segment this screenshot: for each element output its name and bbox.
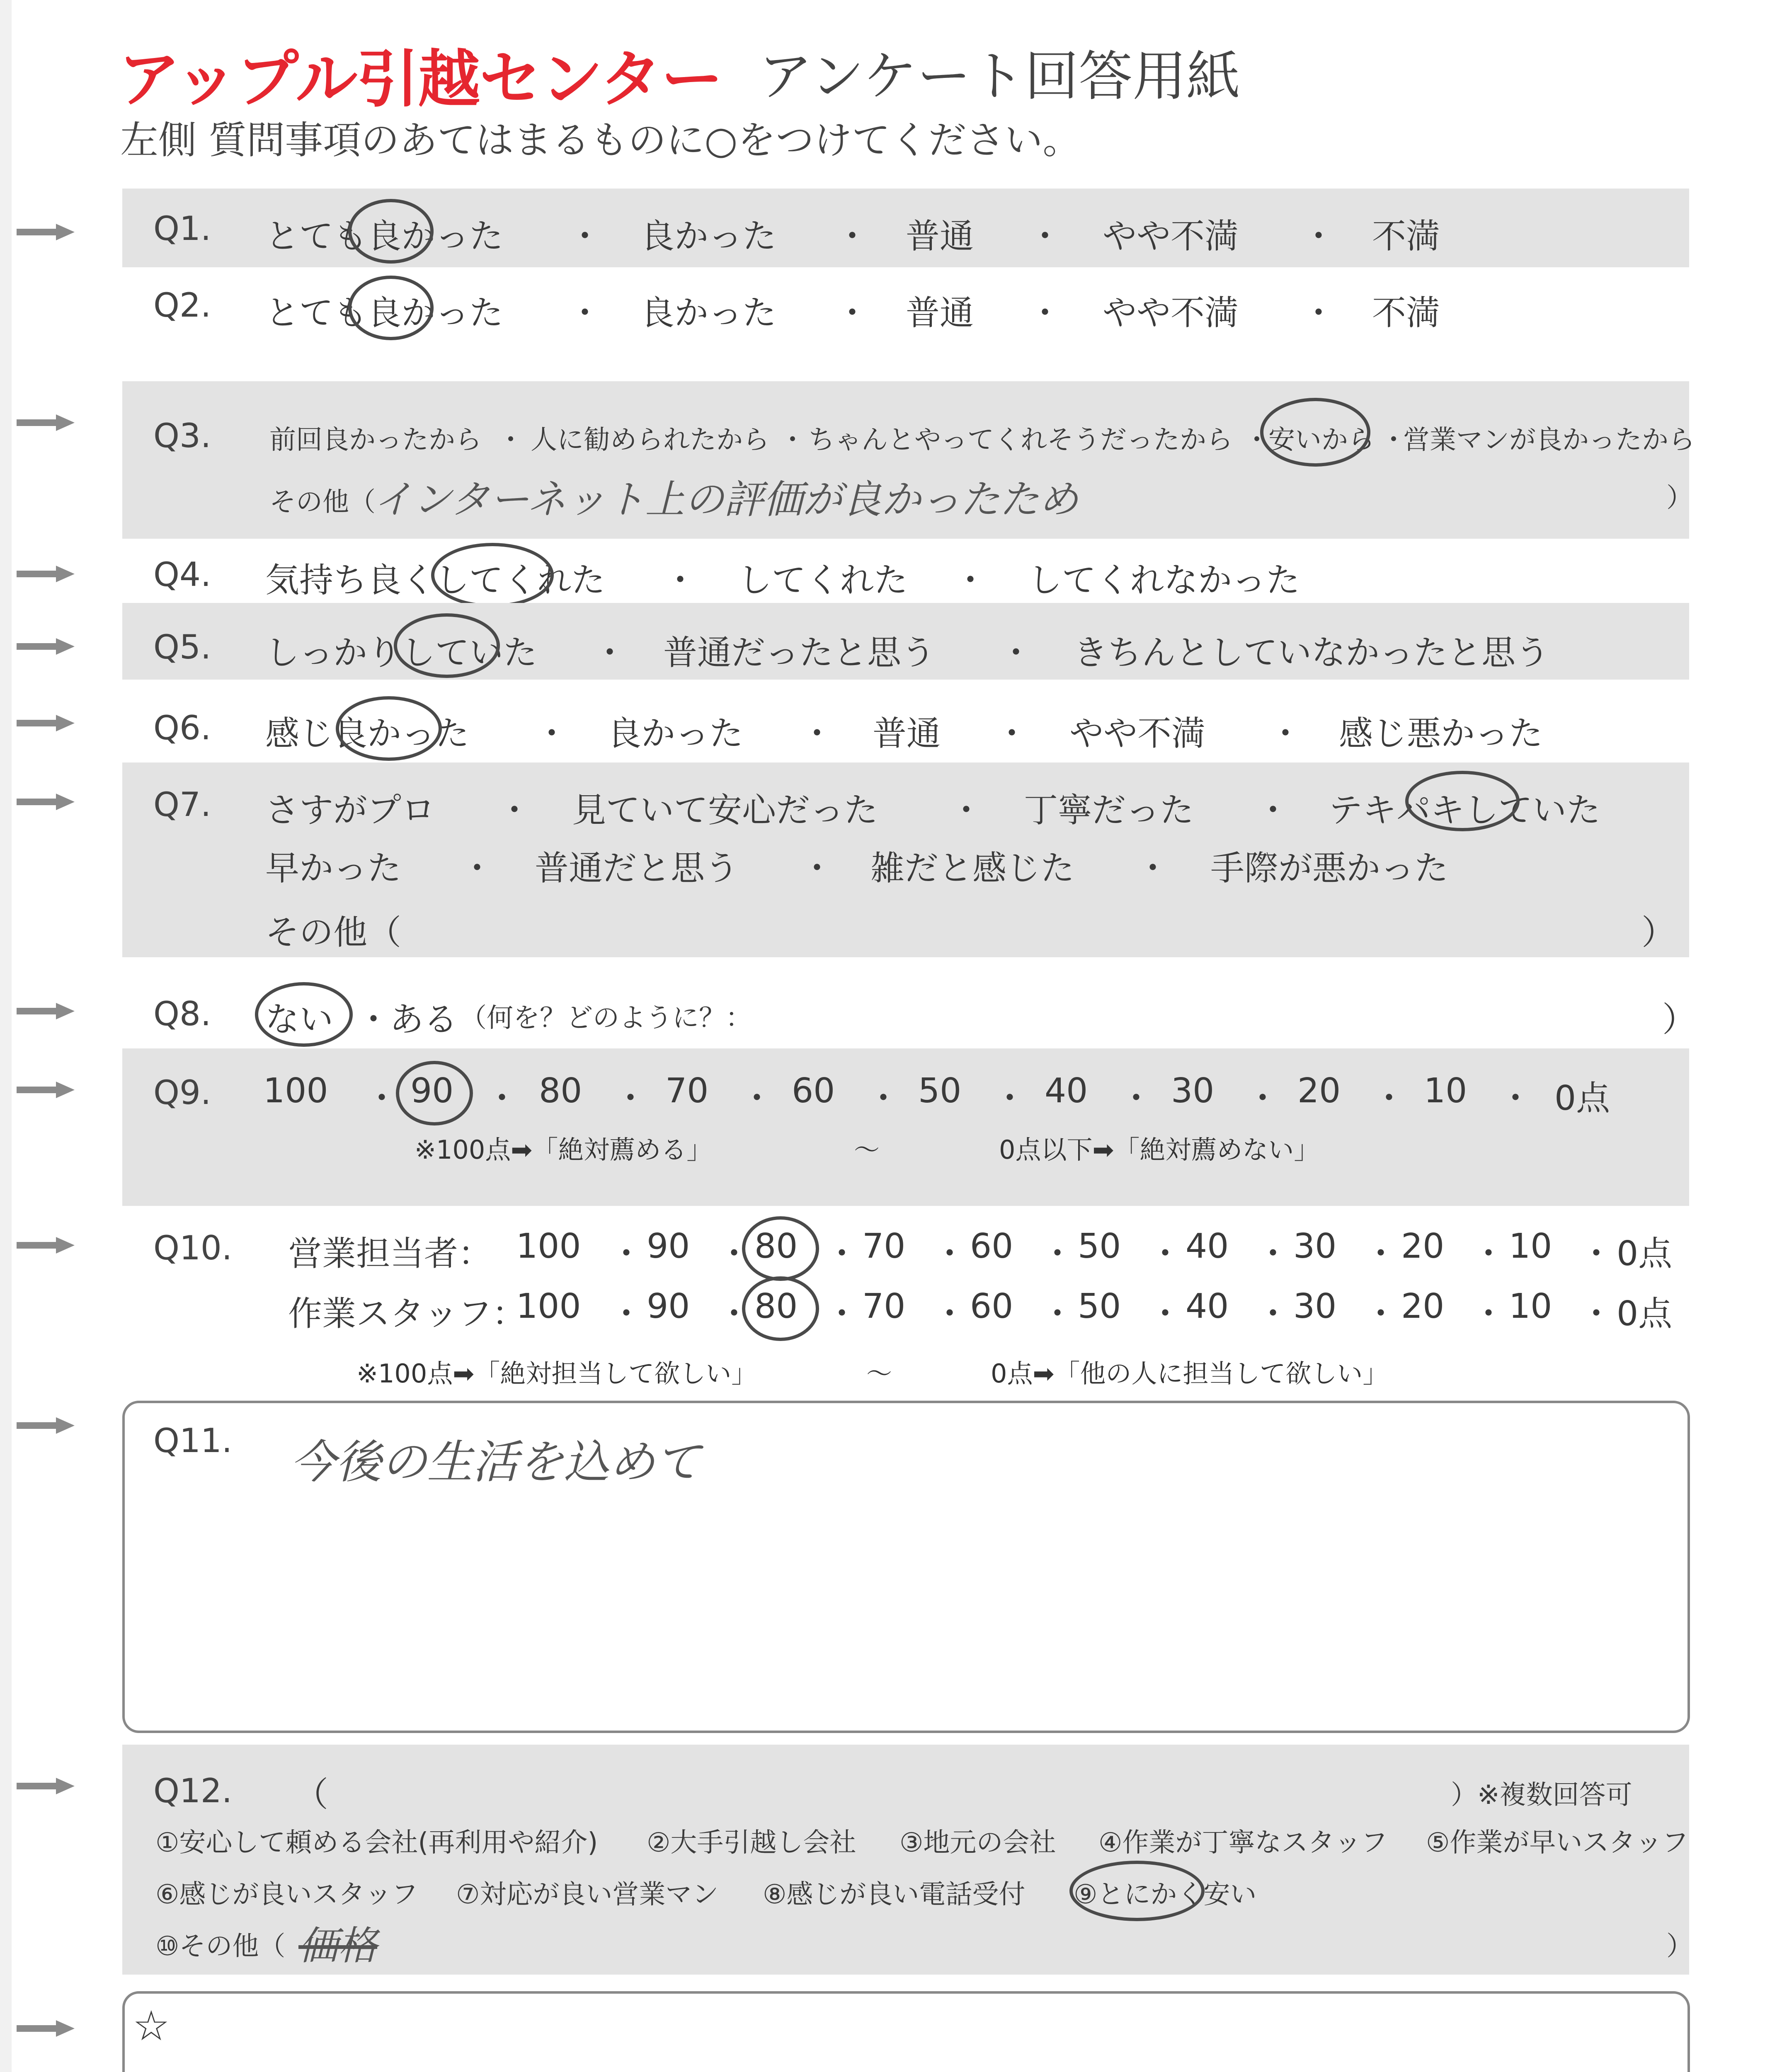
q3-option-1[interactable]: 前回良かったから [269,425,482,455]
q12-close-note: ）※複数回答可 [1451,1780,1632,1811]
q9-score-90[interactable]: 90 [410,1071,454,1111]
q7-label: Q7. [153,785,211,824]
paper-edge [0,0,12,2072]
q10-sales-100[interactable]: 100 [516,1227,581,1266]
q9-score-80[interactable]: 80 [539,1071,582,1111]
q10-staff-50[interactable]: 50 [1078,1287,1121,1326]
q4-option-2[interactable]: してくれた [738,561,908,600]
q7-option-2[interactable]: 見ていて安心だった [572,791,878,830]
q12-option-9[interactable]: ⑨とにかく安い [1074,1879,1257,1910]
q9-note-tilde: 〜 [854,1135,880,1165]
arrow-icon [17,2020,75,2037]
q10-sales-70[interactable]: 70 [862,1227,906,1266]
q10-staff-30[interactable]: 30 [1293,1287,1337,1326]
q9-label: Q9. [153,1073,211,1112]
q10-sales-20[interactable]: 20 [1401,1227,1445,1266]
q12-close: ） [1666,1931,1693,1962]
q9-score-10[interactable]: 10 [1424,1071,1467,1111]
q10-sales-10[interactable]: 10 [1509,1227,1552,1266]
selection-circle [336,696,442,761]
selection-circle [1260,398,1370,467]
q10-sales-40[interactable]: 40 [1186,1227,1229,1266]
q7-other-label[interactable]: その他（ [265,913,402,952]
q7-option-1[interactable]: さすがプロ [265,791,436,830]
q12-other-label[interactable]: ⑩その他（ [155,1931,286,1962]
q10-staff-40[interactable]: 40 [1186,1287,1229,1326]
q10-sales-0[interactable]: 0点 [1617,1234,1673,1273]
arrow-icon [17,414,75,431]
q7-option-3[interactable]: 丁寧だった [1024,791,1194,830]
q3-option-2[interactable]: 人に勧められたから [531,425,769,455]
comments-box[interactable] [122,1991,1690,2072]
arrow-icon [17,794,75,810]
selection-circle [1405,771,1520,831]
q8-close: ） [1662,1000,1697,1039]
arrow-icon [17,1082,75,1098]
q10-staff-80[interactable]: 80 [754,1287,798,1326]
q6-option-3[interactable]: 普通 [873,714,941,753]
q7-close: ） [1641,913,1676,952]
arrow-icon [17,566,75,582]
q6-option-4[interactable]: やや不満 [1069,714,1206,753]
q1-label: Q1. [153,209,211,248]
q10-staff-10[interactable]: 10 [1509,1287,1552,1326]
q1-option-4[interactable]: やや不満 [1103,217,1239,256]
q12-option-8[interactable]: ⑧感じが良い電話受付 [763,1879,1026,1910]
q3-option-4[interactable]: 安いから [1268,425,1375,455]
q9-score-40[interactable]: 40 [1045,1071,1088,1111]
q3-other-answer[interactable]: インターネット上の評価が良かったため [373,477,1079,523]
q12-option-2[interactable]: ②大手引越し会社 [647,1828,856,1858]
q4-label: Q4. [153,555,211,594]
q9-score-100[interactable]: 100 [263,1071,328,1111]
q10-note-left: ※100点➡「絶対担当して欲しい」 [356,1358,757,1389]
q8-detail[interactable]: （何を？どのように？： [460,1003,752,1034]
q12-option-4[interactable]: ④作業が丁寧なスタッフ [1098,1828,1388,1858]
arrow-icon [17,224,75,240]
q10-note-right: 0点➡「他の人に担当して欲しい」 [991,1358,1389,1389]
q5-option-2[interactable]: 普通だったと思う [663,633,936,673]
selection-circle [431,543,554,608]
q7-option-6[interactable]: 普通だと思う [535,849,739,888]
q8-option-2[interactable]: ある [390,1000,458,1039]
q12-label: Q12. [153,1772,233,1810]
q2-option-1[interactable]: とても良かった [265,293,504,333]
q3-close: ） [1666,483,1693,513]
q10-sales-label: 営業担当者： [288,1234,492,1273]
form-title: アンケート回答用紙 [759,45,1241,108]
q5-option-1[interactable]: しっかりしていた [265,633,538,673]
q9-score-30[interactable]: 30 [1171,1071,1215,1111]
selection-circle [348,199,434,264]
q10-sales-60[interactable]: 60 [970,1227,1013,1266]
q12-option-7[interactable]: ⑦対応が良い営業マン [456,1879,719,1910]
q10-staff-label: 作業スタッフ： [288,1294,526,1334]
q7-option-4[interactable]: テキパキしていた [1329,791,1601,830]
selection-circle [396,1061,473,1126]
q5-option-3[interactable]: きちんとしていなかったと思う [1074,633,1550,673]
q10-sales-90[interactable]: 90 [647,1227,690,1266]
q9-score-0[interactable]: 0点 [1554,1079,1610,1118]
q1-option-3[interactable]: 普通 [906,217,974,256]
q10-staff-70[interactable]: 70 [862,1287,906,1326]
q3-other-label: その他（ [269,487,376,518]
q2-label: Q2. [153,286,211,324]
q9-score-20[interactable]: 20 [1297,1071,1341,1111]
q2-option-2[interactable]: 良かった [640,293,777,333]
q7-option-8[interactable]: 手際が悪かった [1210,849,1449,888]
arrow-icon [17,1778,75,1794]
q1-option-1[interactable]: とても良かった [265,217,504,256]
q3-option-3[interactable]: ちゃんとやってくれそうだったから [808,425,1233,455]
q7-option-7[interactable]: 雑だと感じた [870,849,1075,888]
arrow-icon [17,1003,75,1019]
q10-staff-60[interactable]: 60 [970,1287,1013,1326]
q9-note-right: 0点以下➡「絶対薦めない」 [999,1135,1320,1165]
q10-staff-100[interactable]: 100 [516,1287,581,1326]
q4-option-1[interactable]: 気持ち良くしてくれた [265,561,606,600]
selection-circle [394,613,500,678]
instruction-text: 左側 質問事項のあてはまるものに○をつけてください。 [120,118,1081,162]
star-icon: ☆ [133,2002,170,2050]
q6-label: Q6. [153,709,211,747]
arrow-icon [17,1417,75,1434]
q9-score-50[interactable]: 50 [918,1071,962,1111]
q10-sales-50[interactable]: 50 [1078,1227,1121,1266]
q9-score-60[interactable]: 60 [792,1071,835,1111]
q1-option-2[interactable]: 良かった [640,217,777,256]
q4-option-3[interactable]: してくれなかった [1028,561,1300,600]
selection-circle [348,276,434,340]
arrow-icon [17,638,75,655]
q12-other-answer[interactable]: 価格 [298,1923,378,1969]
q10-label: Q10. [153,1229,233,1267]
q12-open: （ [294,1775,329,1814]
q3-option-5[interactable]: 営業マンが良かったから [1403,425,1695,455]
q12-option-6[interactable]: ⑥感じが良いスタッフ [155,1879,418,1910]
q11-label: Q11. [153,1421,233,1460]
q12-option-1[interactable]: ①安心して頼める会社(再利用や紹介) [155,1828,598,1858]
q7-option-5[interactable]: 早かった [265,849,402,888]
q2-option-5[interactable]: 不満 [1372,293,1440,333]
arrow-icon [17,1237,75,1254]
q1-option-5[interactable]: 不満 [1372,217,1440,256]
q9-note-left: ※100点➡「絶対薦める」 [415,1135,713,1165]
selection-circle [1069,1861,1205,1921]
arrow-icon [17,715,75,731]
brand-title: アップル引越センター [118,44,722,116]
q12-option-5[interactable]: ⑤作業が早いスタッフ [1426,1828,1689,1858]
q5-label: Q5. [153,628,211,666]
selection-circle [742,1216,819,1281]
q8-option-1[interactable]: ない [265,1000,334,1039]
q10-staff-0[interactable]: 0点 [1617,1294,1673,1334]
q12-option-3[interactable]: ③地元の会社 [899,1828,1056,1858]
q10-note-tilde: 〜 [866,1358,892,1389]
q9-score-70[interactable]: 70 [665,1071,709,1111]
q11-answer[interactable]: 今後の生活を込めて [290,1435,701,1489]
q6-option-2[interactable]: 良かった [607,714,744,753]
q10-sales-30[interactable]: 30 [1293,1227,1337,1266]
selection-circle [742,1276,819,1341]
q10-staff-20[interactable]: 20 [1401,1287,1445,1326]
q8-label: Q8. [153,995,211,1033]
q6-option-5[interactable]: 感じ悪かった [1339,714,1543,753]
q2-option-4[interactable]: やや不満 [1103,293,1239,333]
q6-option-1[interactable]: 感じ良かった [265,714,470,753]
q10-staff-90[interactable]: 90 [647,1287,690,1326]
selection-circle [255,982,353,1047]
q10-sales-80[interactable]: 80 [754,1227,798,1266]
q2-option-3[interactable]: 普通 [906,293,974,333]
q3-label: Q3. [153,416,211,455]
